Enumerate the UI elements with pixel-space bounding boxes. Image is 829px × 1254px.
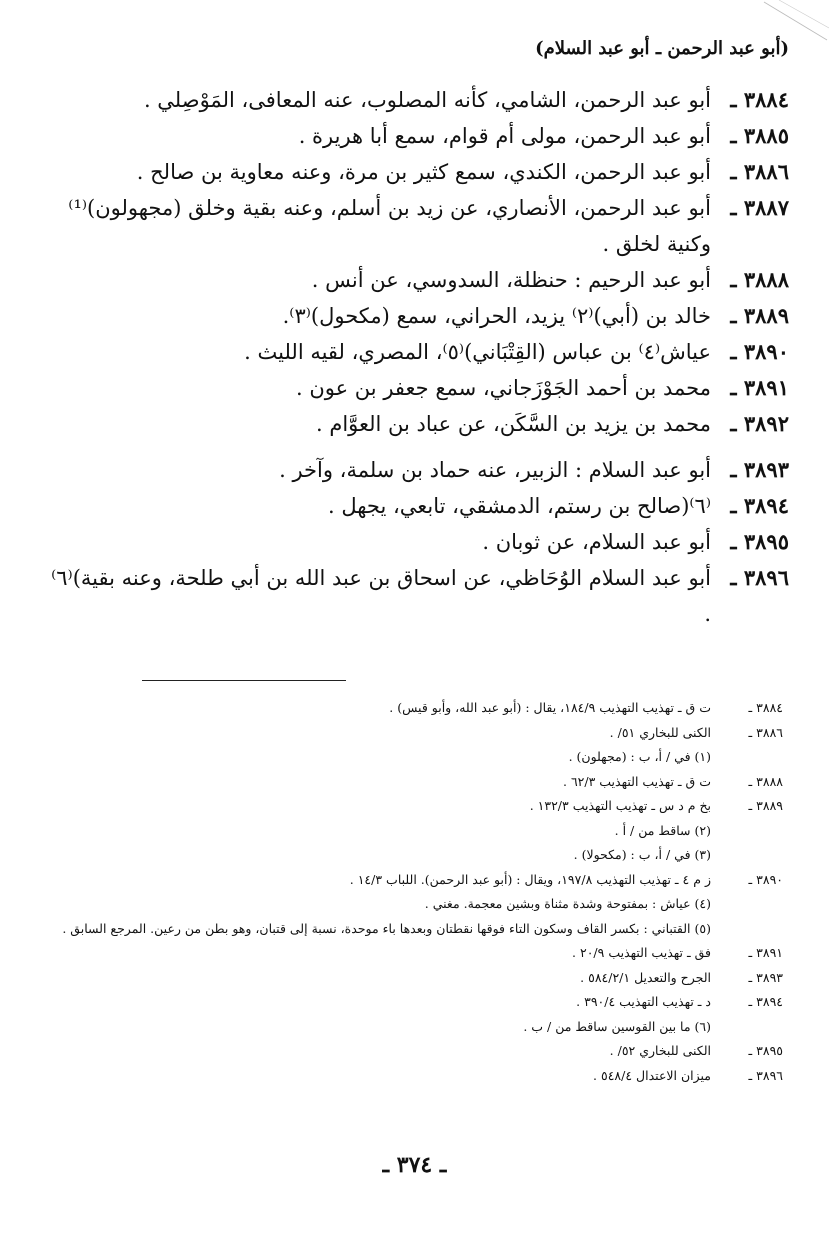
footnote-text: (٦) ما بين القوسين ساقط من / ب . — [523, 1018, 711, 1034]
footnote-number: ٣٨٩٠ ـ — [748, 871, 783, 887]
entry — [40, 262, 789, 298]
entry-text: عياش⁽٤⁾ بن عباس (القِتْبَاني)⁽٥⁾، المصري، لقيه الليث . — [244, 340, 711, 364]
entry-text: أبو عبد الرحمن، الكندي، سمع كثير بن مرة، وعنه معاوية بن صالح . — [136, 160, 711, 184]
footnote-text: (٢) ساقط من / أ . — [614, 822, 711, 838]
footnote — [40, 745, 789, 770]
footnote-number: ٣٨٩٦ ـ — [748, 1067, 783, 1083]
footnote — [40, 1015, 789, 1040]
footnotes-list — [40, 696, 789, 1088]
footnote — [40, 892, 789, 917]
entry-text: أبو عبد الرحيم : حنظلة، السدوسي، عن أنس . — [311, 268, 711, 292]
footnote-text: (٤) عياش : بمفتوحة وشدة مثناة وبشين معجمة. مغني . — [424, 896, 711, 911]
entry-number: ٣٨٩٠ ـ — [730, 339, 789, 364]
footnote — [40, 1064, 789, 1089]
footnote — [40, 990, 789, 1015]
footnote-number: ٣٨٨٩ ـ — [748, 798, 783, 813]
footnote — [40, 941, 789, 966]
entry-text: أبو عبد السلام الوُحَاظي، عن اسحاق بن عبد الله بن أبي طلحة، وعنه بقية)⁽٦⁾ . — [51, 566, 711, 626]
entry-text: أبو عبد الرحمن، الأنصاري، عن زيد بن أسلم، وعنه بقية وخلق (مجهولون)⁽¹⁾ وكنية لخلق . — [68, 196, 711, 256]
entry-text: محمد بن أحمد الجَوْزَجاني، سمع جعفر بن عون . — [295, 376, 711, 400]
entry-text: محمد بن يزيد بن السَّكَن، عن عباد بن العوَّام . — [315, 412, 711, 436]
entry — [40, 334, 789, 370]
entry-text: ⁽٦⁾(صالح بن رستم، الدمشقي، تابعي، يجهل . — [328, 494, 711, 518]
entry — [40, 406, 789, 442]
entry-text: خالد بن (أبي)⁽٢⁾ يزيد، الحراني، سمع (مكحول)⁽٣⁾. — [282, 304, 711, 328]
book-page — [40, 0, 789, 1254]
footnote-text: بخ م د س ـ تهذيب التهذيب ١٣٢/٣ . — [529, 798, 711, 813]
footnote-text: (١) في / أ، ب : (مجهلون) . — [568, 749, 711, 764]
footnote — [40, 868, 789, 893]
footnote-text: (٥) القتباني : بكسر القاف وسكون التاء فوقها نقطتان وبعدها باء موحدة، نسبة إلى قتبان، وهو بطن من رعين. المرجع السابق . — [62, 920, 711, 936]
entry — [40, 154, 789, 190]
entry-number: ٣٨٨٨ ـ — [730, 267, 789, 292]
entry-number: ٣٨٨٦ ـ — [730, 159, 789, 184]
entry-number: ٣٨٨٧ ـ — [730, 195, 789, 220]
entry-text: أبو عبد السلام، عن ثوبان . — [482, 530, 711, 554]
footnote-text: الكنى للبخاري ٥١/ . — [609, 724, 711, 740]
entry — [40, 298, 789, 334]
footnote-number: ٣٨٩٣ ـ — [748, 969, 783, 985]
entry — [40, 190, 789, 262]
footnote-text: ميزان الاعتدال ٥٤٨/٤ . — [593, 1067, 711, 1083]
footnote — [40, 819, 789, 844]
entry-number: ٣٨٩١ ـ — [730, 375, 789, 400]
footnote-number: ٣٨٩٤ ـ — [748, 994, 783, 1009]
entry-text: أبو عبد السلام : الزبير، عنه حماد بن سلمة، وآخر . — [279, 458, 711, 482]
entries-list — [40, 82, 789, 632]
footnote — [40, 1039, 789, 1064]
footnote-text: د ـ تهذيب التهذيب ٣٩٠/٤ . — [576, 994, 711, 1009]
entry — [40, 118, 789, 154]
entry-number: ٣٨٨٩ ـ — [730, 303, 789, 328]
footnote — [40, 721, 789, 746]
footnote-text: ت ق ـ تهذيب التهذيب ٦٢/٣ . — [563, 773, 711, 789]
footnote-number: ٣٨٨٤ ـ — [748, 700, 783, 715]
page-number: ـ ٣٧٤ ـ — [382, 1152, 447, 1178]
entry-number: ٣٨٩٥ ـ — [730, 529, 789, 554]
footnote-text: (٣) في / أ، ب : (مكحولا) . — [573, 847, 711, 862]
footnote — [40, 966, 789, 991]
footnote-separator — [142, 680, 346, 681]
entry — [40, 560, 789, 632]
entry — [40, 370, 789, 406]
footnote — [40, 794, 789, 819]
footnote-number: ٣٨٩١ ـ — [748, 945, 783, 960]
entry — [40, 82, 789, 118]
entry — [40, 488, 789, 524]
entry-number: ٣٨٨٤ ـ — [730, 87, 789, 112]
footnote-text: فق ـ تهذيب التهذيب ٢٠/٩ . — [572, 945, 711, 960]
footnote-text: الكنى للبخاري ٥٢/ . — [609, 1043, 711, 1058]
entry-number: ٣٨٩٢ ـ — [730, 411, 789, 436]
entry-text: أبو عبد الرحمن، مولى أم قوام، سمع أبا هريرة . — [298, 124, 711, 148]
footnote-text: الجرح والتعديل ٥٨٤/٢/١ . — [580, 969, 711, 985]
footnote-number: ٣٨٨٦ ـ — [748, 724, 783, 740]
entry-number: ٣٨٩٦ ـ — [730, 565, 789, 590]
entry-number: ٣٨٩٤ ـ — [730, 493, 789, 518]
footnote — [40, 696, 789, 721]
entry — [40, 524, 789, 560]
footnote — [40, 770, 789, 795]
entry-number: ٣٨٨٥ ـ — [730, 123, 789, 148]
entry-number: ٣٨٩٣ ـ — [730, 457, 789, 482]
entry — [40, 452, 789, 488]
footnote — [40, 917, 789, 942]
entry-text: أبو عبد الرحمن، الشامي، كأنه المصلوب، عنه المعافى، المَوْصِلي . — [143, 88, 711, 112]
footnote-number: ٣٨٨٨ ـ — [748, 773, 783, 789]
footnote-text: ز م ٤ ـ تهذيب التهذيب ١٩٧/٨، ويقال : (أبو عبد الرحمن). اللباب ١٤/٣ . — [349, 871, 711, 887]
corner-scan-lines — [759, 0, 829, 50]
running-header: (أبو عبد الرحمن ـ أبو عبد السلام) — [535, 38, 789, 59]
footnote-number: ٣٨٩٥ ـ — [748, 1043, 783, 1058]
footnote — [40, 843, 789, 868]
footnote-text: ت ق ـ تهذيب التهذيب ١٨٤/٩، يقال : (أبو عبد الله، وأبو قيس) . — [389, 700, 711, 715]
